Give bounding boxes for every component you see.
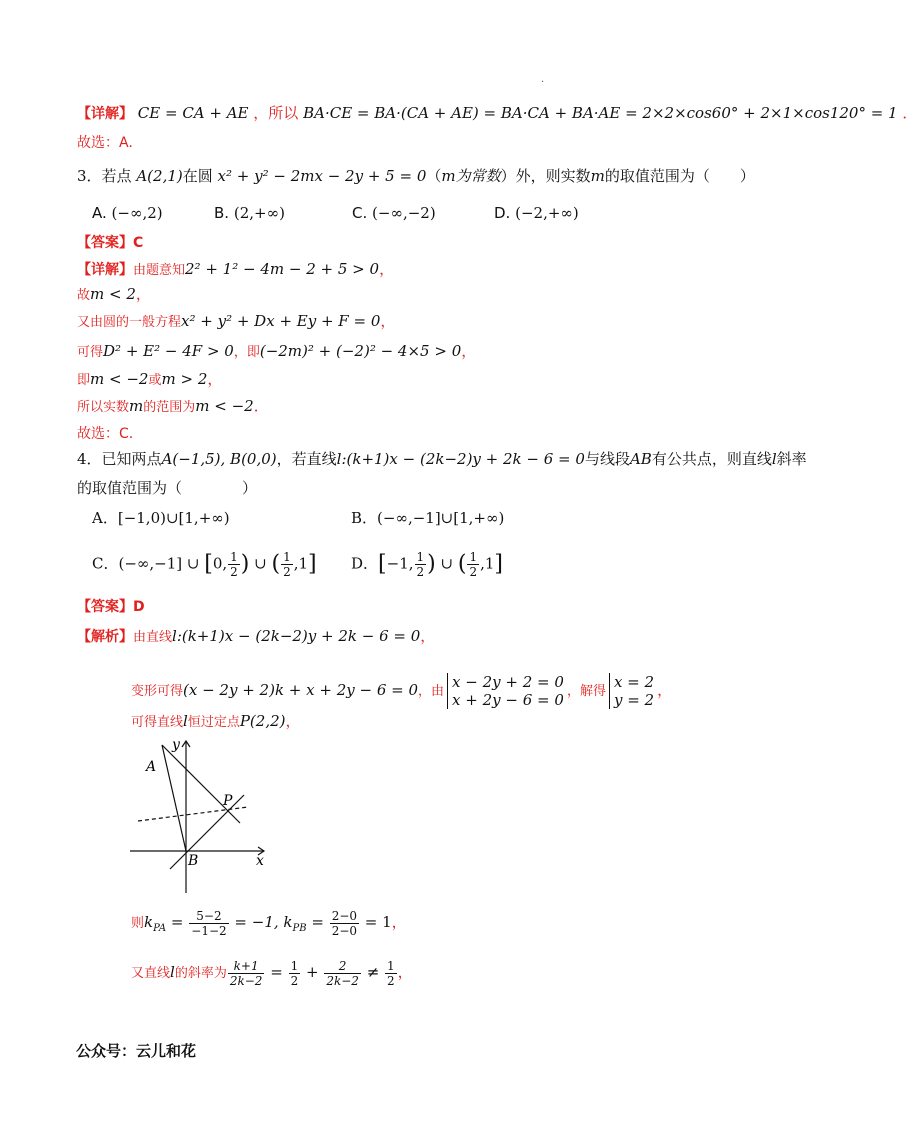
q4-l: l bbox=[771, 450, 777, 468]
q4-option-a[interactable] bbox=[92, 507, 230, 529]
q2-end-mark: ． bbox=[902, 104, 917, 122]
q3-stem-e: 的取值范围为（ ） bbox=[604, 167, 755, 185]
q3-option-b-label: B. bbox=[214, 204, 230, 222]
q4-a4-f1-den: −1−2 bbox=[191, 923, 227, 938]
q4-option-a-value: [−1,0)∪[1,+∞) bbox=[117, 509, 230, 527]
q4-a4-c: = bbox=[166, 913, 189, 931]
q4-a5-plus: + bbox=[301, 963, 324, 981]
q4-analysis-3 bbox=[131, 711, 301, 733]
q3-choice: 故选：C. bbox=[77, 426, 134, 442]
q3-option-c-label: C. bbox=[352, 204, 368, 222]
q4-option-d-f2-num: 1 bbox=[469, 550, 478, 564]
q3-s1-b: 2² + 1² − 4m − 2 + 5 > 0 bbox=[185, 260, 380, 278]
q3-s2-a: 故 bbox=[77, 288, 91, 303]
q3-detail-tag: 【详解】 bbox=[77, 262, 133, 278]
q4-option-d-f2-den: 2 bbox=[469, 565, 478, 579]
header-dot: . bbox=[541, 74, 545, 85]
q4-answer-value: D bbox=[133, 599, 145, 615]
q4-option-c-f1-num: 1 bbox=[230, 550, 238, 564]
q4-a5-f1-den: 2k−2 bbox=[229, 973, 263, 988]
q4-a5-f4-den: 2 bbox=[387, 973, 395, 988]
q3-s6-b: m bbox=[129, 397, 144, 415]
q2-detail-line bbox=[77, 103, 917, 124]
q4-option-d-f1-num: 1 bbox=[416, 550, 425, 564]
q4-a5-ne: ≠ bbox=[361, 963, 385, 981]
q4-a4-e: = bbox=[306, 913, 329, 931]
q3-s1-c: ， bbox=[379, 260, 395, 278]
q3-s4-d: (−2m)² + (−2)² − 4×5 > 0 bbox=[259, 342, 462, 360]
q4-answer bbox=[77, 596, 145, 617]
q4-a1-a: 由直线 bbox=[133, 630, 173, 645]
q3-stem-d: ）外，则实数 bbox=[500, 167, 591, 185]
q4-stem-c: 与线段 bbox=[584, 450, 630, 468]
q3-stem-b: 在圆 bbox=[182, 167, 213, 185]
q4-a3-d: P(2,2) bbox=[239, 712, 286, 730]
footer-wechat: 公众号：云儿和花 bbox=[76, 1042, 197, 1060]
q2-choice: 故选：A. bbox=[77, 135, 133, 151]
q4-stem-a: 已知两点 bbox=[101, 450, 162, 468]
q4-stem-d: 有公共点，则直线 bbox=[651, 450, 772, 468]
q4-a4-f1-num: 5−2 bbox=[189, 909, 228, 924]
q4-analysis-1 bbox=[77, 626, 435, 648]
q4-a5-f3-den: 2k−2 bbox=[326, 973, 359, 988]
q4-a4-g: ， bbox=[391, 913, 407, 931]
q4-option-c-f2-den: 2 bbox=[283, 565, 291, 579]
q4-stem-line-2: 的取值范围为（ ） bbox=[77, 479, 258, 497]
q4-option-b-value: (−∞,−1]∪[1,+∞) bbox=[377, 509, 505, 527]
q2-vector-expr-1: CE = CA + AE bbox=[137, 104, 249, 122]
q4-a5-c: 的斜率为 bbox=[174, 966, 227, 981]
coordinate-figure bbox=[128, 735, 268, 895]
q3-detail-1 bbox=[77, 259, 394, 281]
label-b: B bbox=[188, 853, 199, 869]
q3-m: m bbox=[590, 167, 605, 185]
q2-vector-expr-2: BA·CE = BA·(CA + AE) = BA·CA + BA·AE = 2×2×cos60° + 2×1×cos120° = 1 bbox=[303, 104, 898, 122]
q3-option-a-value: (−∞,2) bbox=[111, 204, 163, 222]
q3-option-d-value: (−2,+∞) bbox=[515, 204, 579, 222]
q4-a1-b: l:(k+1)x − (2k−2)y + 2k − 6 = 0 bbox=[172, 627, 421, 645]
q4-analysis-2 bbox=[131, 672, 672, 710]
q4-a4-b: k bbox=[144, 913, 154, 931]
q4-a5-eq: = bbox=[265, 963, 288, 981]
q3-option-c-value: (−∞,−2) bbox=[372, 204, 436, 222]
q3-s5-a: 即 bbox=[77, 373, 91, 388]
q4-a4-f2-den: 2−0 bbox=[331, 923, 358, 938]
q4-stem-e: 斜率 bbox=[776, 450, 807, 468]
q4-a4-f: = 1 bbox=[360, 913, 392, 931]
q4-a3-c: 恒过定点 bbox=[187, 715, 240, 730]
q3-s3-a: 又由圆的一般方程 bbox=[77, 315, 182, 330]
q4-a5-f3-num: 2 bbox=[324, 959, 361, 974]
q4-a2-sol-2: y = 2 bbox=[613, 691, 655, 709]
label-x: x bbox=[256, 853, 264, 869]
q4-a2-c: ，由 bbox=[418, 684, 445, 699]
q3-detail-4 bbox=[77, 341, 476, 363]
q4-a5-f1-num: k+1 bbox=[228, 959, 265, 974]
q2-text-so: ，所以 bbox=[253, 104, 299, 122]
q4-a2-sol-1: x = 2 bbox=[613, 673, 655, 691]
q4-a3-e: ， bbox=[285, 712, 301, 730]
q4-a2-b: (x − 2y + 2)k + x + 2y − 6 = 0 bbox=[183, 681, 419, 699]
q3-s5-e: ， bbox=[207, 370, 223, 388]
q3-circle-eq: x² + y² − 2mx − 2y + 5 = 0 bbox=[217, 167, 427, 185]
q4-a5-end: ， bbox=[397, 963, 413, 981]
q4-option-a-label: A． bbox=[92, 509, 118, 527]
q3-s5-c: 或 bbox=[148, 373, 162, 388]
q4-option-d-f1-den: 2 bbox=[416, 565, 425, 579]
q4-a5-f2-num: 1 bbox=[290, 958, 299, 973]
q3-stem-a: 若点 bbox=[101, 167, 132, 185]
q3-answer-tag: 【答案】 bbox=[77, 235, 133, 251]
q3-s4-b: D² + E² − 4F > 0 bbox=[103, 342, 234, 360]
q4-a2-sys-1: x − 2y + 2 = 0 bbox=[452, 673, 564, 691]
q4-option-d[interactable]: D．[−1, $\frac{1}{2}$ ) ∪ ( $\frac{1}{2}$ ,1] bbox=[351, 550, 503, 579]
label-y: y bbox=[172, 737, 180, 753]
q3-answer-value: C bbox=[133, 235, 144, 251]
q3-s5-b: m < −2 bbox=[90, 370, 149, 388]
q3-detail-5 bbox=[77, 369, 222, 391]
q3-s3-b: x² + y² + Dx + Ey + F = 0 bbox=[181, 312, 381, 330]
q4-analysis-4 bbox=[131, 905, 407, 946]
q3-option-a-label: A. bbox=[92, 204, 107, 222]
q4-option-d-label: D． bbox=[351, 554, 379, 573]
q4-option-c-union: ∪ bbox=[249, 554, 272, 573]
q4-a4-sub-pa: PA bbox=[153, 923, 167, 934]
q4-analysis-tag: 【解析】 bbox=[77, 629, 133, 645]
q3-detail-2 bbox=[77, 284, 151, 306]
q4-a3-a: 可得直线 bbox=[131, 715, 184, 730]
q4-a2-d: ，解得 bbox=[566, 684, 606, 699]
q4-a4-a: 则 bbox=[131, 916, 145, 931]
q3-s4-c: ，即 bbox=[233, 345, 260, 360]
q2-detail-tag: 【详解】 bbox=[77, 106, 133, 122]
q3-s3-c: ， bbox=[380, 312, 396, 330]
q3-option-d[interactable] bbox=[494, 202, 579, 224]
q4-option-c-label: C． bbox=[92, 554, 119, 573]
q4-line-eq: l:(k+1)x − (2k−2)y + 2k − 6 = 0 bbox=[336, 450, 585, 468]
label-a: A bbox=[146, 759, 157, 775]
q3-s6-a: 所以实数 bbox=[77, 400, 130, 415]
q3-s2-c: ， bbox=[135, 285, 151, 303]
q3-stem bbox=[77, 166, 755, 186]
q4-a3-b: l bbox=[183, 712, 188, 730]
q4-a1-c: ， bbox=[420, 627, 436, 645]
q4-a5-b: l bbox=[170, 963, 175, 981]
segment-ab bbox=[162, 745, 186, 851]
q3-m-const: m为常数 bbox=[441, 167, 501, 185]
q4-answer-tag: 【答案】 bbox=[77, 599, 133, 615]
q4-option-b[interactable] bbox=[351, 507, 504, 529]
q4-number: 4． bbox=[77, 450, 102, 468]
q4-a5-f4-num: 1 bbox=[387, 958, 395, 973]
q3-s2-b: m < 2 bbox=[90, 285, 136, 303]
q3-s6-c: 的范围为 bbox=[143, 400, 196, 415]
q3-option-a[interactable] bbox=[92, 202, 163, 224]
q4-a4-f2-num: 2−0 bbox=[331, 908, 358, 923]
q3-s6-e: ． bbox=[253, 397, 269, 415]
q4-a4-d: = −1, k bbox=[229, 913, 293, 931]
q4-a5-a: 又直线 bbox=[131, 966, 171, 981]
q3-detail-6 bbox=[77, 396, 269, 418]
q4-a5-f2-den: 2 bbox=[290, 973, 299, 988]
q4-analysis-5 bbox=[131, 955, 413, 991]
q3-option-c[interactable] bbox=[352, 202, 436, 224]
q3-option-d-label: D. bbox=[494, 204, 511, 222]
q4-option-c[interactable]: C．(−∞,−1] ∪ [0, $\frac{1}{2}$ ) ∪ ( $\frac{1}{2}$ ,1] bbox=[92, 550, 317, 579]
q3-point: A(2,1) bbox=[136, 167, 183, 185]
q3-stem-c: （ bbox=[426, 167, 442, 185]
q4-option-d-union: ∪ bbox=[435, 554, 458, 573]
q3-s4-e: ， bbox=[461, 342, 477, 360]
q3-answer bbox=[77, 232, 143, 253]
q4-a2-sys-2: x + 2y − 6 = 0 bbox=[452, 691, 564, 709]
q4-points: A(−1,5), B(0,0) bbox=[161, 450, 277, 468]
q3-s4-a: 可得 bbox=[77, 345, 104, 360]
q3-number: 3． bbox=[77, 167, 102, 185]
q4-option-c-f1-den: 2 bbox=[230, 565, 238, 579]
label-p: P bbox=[223, 793, 233, 809]
q4-option-c-part-a: (−∞,−1] ∪ bbox=[118, 554, 205, 573]
q4-option-c-f2-num: 1 bbox=[283, 550, 291, 564]
q4-a4-sub-pb: PB bbox=[292, 923, 307, 934]
q3-s5-d: m > 2 bbox=[161, 370, 208, 388]
q4-stem-line-1 bbox=[77, 449, 807, 469]
q3-s1-a: 由题意知 bbox=[133, 263, 186, 278]
q4-a2-a: 变形可得 bbox=[131, 684, 184, 699]
q4-stem-b: ，若直线 bbox=[276, 450, 337, 468]
q4-option-b-label: B． bbox=[351, 509, 378, 527]
q3-s6-d: m < −2 bbox=[195, 397, 254, 415]
q4-segment: AB bbox=[629, 450, 652, 468]
q3-option-b[interactable] bbox=[214, 202, 285, 224]
q3-option-b-value: (2,+∞) bbox=[233, 204, 285, 222]
q4-a2-e: ， bbox=[657, 681, 673, 699]
q3-detail-3 bbox=[77, 311, 395, 333]
